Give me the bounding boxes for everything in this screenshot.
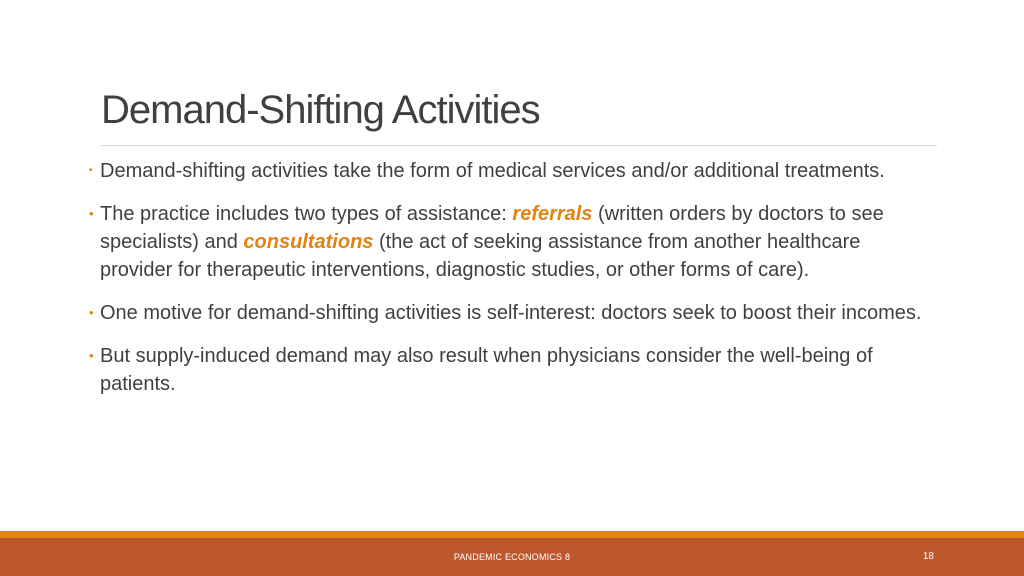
bullet-item [89,157,935,185]
bullet-dot-icon: • [89,348,94,363]
bullet-text: But supply-induced demand may also result when physicians consider the well-being of patients. [100,345,873,395]
bullet-list [89,157,935,413]
bullet-text: Demand-shifting activities take the form of medical services and/or additional treatments. [100,160,885,182]
footer-text: PANDEMIC ECONOMICS 8 [453,552,571,562]
bullet-item [89,299,935,327]
bullet-text: One motive for demand-shifting activities is self-interest: doctors seek to boost their incomes. [100,302,922,324]
page-number: 18 [922,551,934,562]
term-referrals: referrals [512,203,593,225]
title-divider [101,145,937,146]
bullet-text: (the act of seeking assistance from another healthcare provider for therapeutic interventions, diagnostic studies, or other forms of care). [100,231,861,281]
slide-title: Demand-Shifting Activities [101,88,540,132]
bullet-text: (written orders by doctors to see specialists) and [100,203,884,253]
bullet-item [89,200,935,284]
footer-accent-stripe [0,531,1024,538]
bullet-text: The practice includes two types of assistance: [100,203,513,225]
bullet-dot-icon: • [89,206,94,221]
footer-bar [0,538,1024,576]
bullet-dot-icon: • [89,165,93,176]
bullet-dot-icon: • [89,305,94,320]
term-consultations: consultations [243,231,374,253]
bullet-item [89,342,935,398]
